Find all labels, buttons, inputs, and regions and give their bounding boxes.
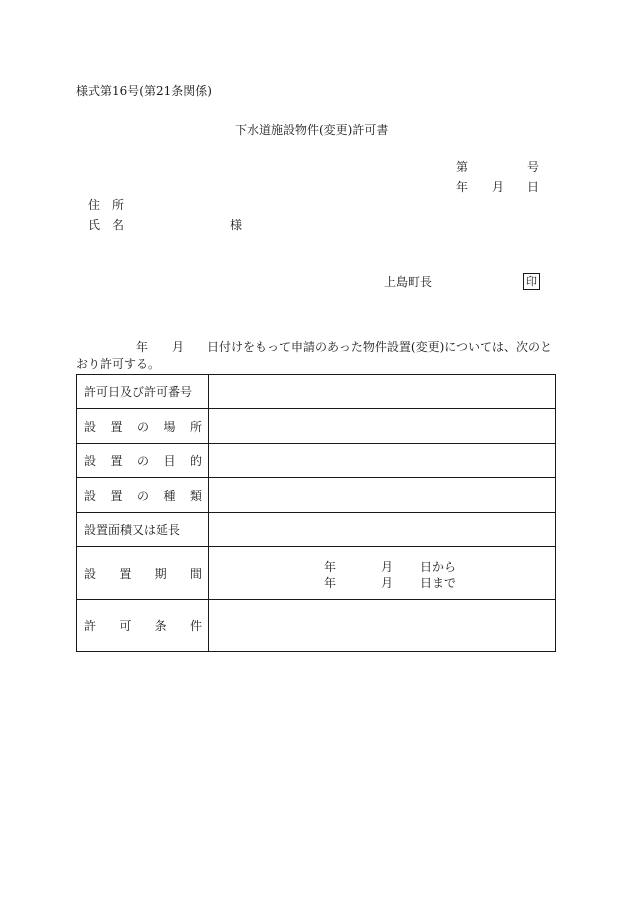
row-value-area-length[interactable]: [209, 513, 556, 547]
label-char: 所: [189, 419, 202, 434]
label-char: 設: [84, 454, 97, 468]
name-label-1: 氏: [88, 218, 101, 232]
label-char: 設: [84, 419, 97, 434]
body-month: 月: [172, 340, 185, 354]
label-char: の: [136, 454, 149, 468]
table-row: [77, 375, 556, 409]
label-char: 可: [119, 619, 132, 633]
period-end-year: 年: [324, 576, 337, 590]
seal-mark: 印: [523, 273, 540, 290]
label-char: 設: [84, 488, 97, 503]
label-char: 許: [84, 619, 97, 633]
row-value-period[interactable]: [209, 547, 556, 600]
label-char: 置: [110, 488, 123, 503]
period-start-day: 日から: [420, 560, 457, 574]
row-label-location: [77, 409, 209, 444]
row-label-purpose: [77, 444, 209, 478]
issue-date-month: 月: [492, 180, 505, 194]
address-label-2: 所: [112, 198, 125, 212]
label-char: 置: [110, 454, 123, 468]
body-text-line1: 日付けをもって申請のあった物件設置(変更)については、次のと: [207, 340, 553, 354]
label-text: 許可日及び許可番号: [84, 385, 193, 399]
period-end-day: 日まで: [420, 576, 457, 590]
address-label-1: 住: [88, 198, 101, 212]
period-start-year: 年: [324, 560, 337, 574]
table-row: [77, 444, 556, 478]
label-char: 的: [189, 454, 202, 468]
label-char: 置: [119, 566, 132, 581]
period-start: [324, 558, 456, 575]
table-row: [77, 478, 556, 513]
row-value-type[interactable]: [209, 478, 556, 513]
label-char: 置: [110, 419, 123, 434]
table-row: [77, 513, 556, 547]
form-number: 様式第16号(第21条関係): [76, 84, 212, 98]
label-char: 目: [163, 454, 176, 468]
label-char: 件: [189, 619, 202, 633]
label-text: 設置面積又は延長: [84, 523, 181, 537]
row-value-purpose[interactable]: [209, 444, 556, 478]
label-char: の: [136, 419, 149, 434]
table-row: [77, 600, 556, 652]
issue-number-prefix: 第: [456, 160, 469, 174]
issue-number-suffix: 号: [527, 160, 540, 174]
row-value-conditions[interactable]: [209, 600, 556, 652]
label-char: 期: [154, 566, 167, 581]
label-char: 設: [84, 566, 97, 581]
honorific: 様: [230, 218, 243, 232]
label-char: 条: [154, 619, 167, 633]
issue-date-day: 日: [527, 180, 540, 194]
permit-detail-table: [76, 374, 556, 652]
period-end-month: 月: [381, 576, 394, 590]
issuer-title: 上島町長: [384, 275, 433, 289]
row-label-conditions: [77, 600, 209, 652]
label-char: 種: [163, 488, 176, 503]
period-end: [324, 574, 456, 591]
name-label-2: 名: [112, 218, 125, 232]
row-label-type: [77, 478, 209, 513]
table-row: [77, 409, 556, 444]
label-char: 間: [189, 566, 202, 581]
label-char: 場: [163, 419, 176, 434]
label-char: の: [136, 488, 149, 503]
table-row: [77, 547, 556, 600]
row-label-permit-date-number: [77, 375, 209, 409]
label-char: 類: [189, 488, 202, 503]
row-label-period: [77, 547, 209, 600]
period-start-month: 月: [381, 560, 394, 574]
issue-date-year: 年: [456, 180, 469, 194]
row-value-location[interactable]: [209, 409, 556, 444]
body-text-line2: おり許可する。: [76, 357, 161, 371]
row-value-permit-date-number[interactable]: [209, 375, 556, 409]
document-title: 下水道施設物件(変更)許可書: [235, 123, 389, 137]
row-label-area-length: [77, 513, 209, 547]
body-year: 年: [136, 340, 149, 354]
